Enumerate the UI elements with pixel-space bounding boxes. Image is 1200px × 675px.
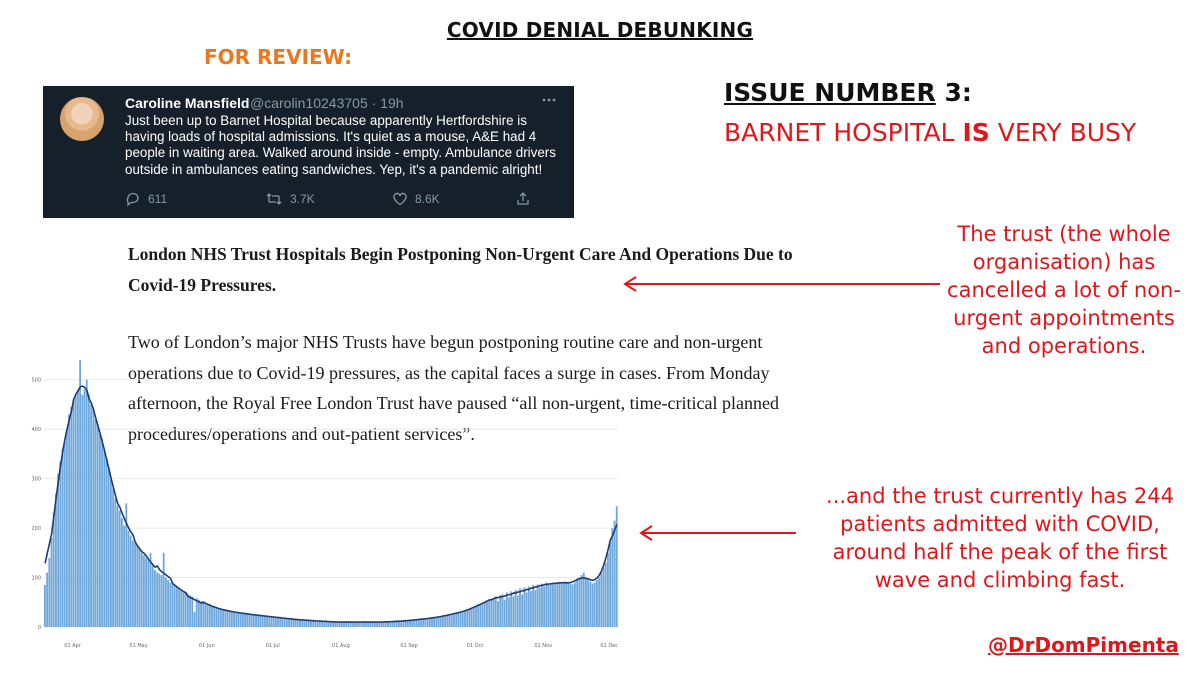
chart-bar bbox=[453, 614, 455, 627]
chart-bar bbox=[596, 580, 598, 627]
chart-bar bbox=[561, 582, 563, 627]
chart-bar bbox=[51, 538, 53, 627]
chart-bar bbox=[319, 621, 321, 627]
chart-bar bbox=[196, 598, 198, 627]
chart-bar bbox=[301, 620, 303, 627]
chart-bar bbox=[515, 590, 517, 627]
chart-bar bbox=[508, 597, 510, 627]
x-tick-label: 01 Jul bbox=[265, 643, 280, 649]
chart-bar bbox=[68, 414, 70, 627]
chart-bar bbox=[609, 543, 611, 627]
chart-bar bbox=[490, 599, 492, 627]
chart-bar bbox=[440, 617, 442, 627]
chart-bar bbox=[583, 573, 585, 627]
chart-bar bbox=[457, 613, 459, 627]
chart-bar bbox=[334, 622, 336, 627]
chart-bar bbox=[262, 616, 264, 627]
chart-bar bbox=[88, 395, 90, 627]
chart-bar bbox=[517, 595, 519, 627]
chart-bar bbox=[600, 573, 602, 627]
x-tick-label: 01 Oct bbox=[466, 643, 484, 649]
x-tick-label: 01 Dec bbox=[600, 643, 619, 649]
chart-bar bbox=[383, 622, 385, 627]
chart-bar bbox=[394, 622, 396, 627]
issue-number: 3: bbox=[935, 78, 972, 107]
chart-bar bbox=[86, 380, 88, 627]
chart-bar bbox=[132, 540, 134, 627]
avatar bbox=[60, 97, 104, 141]
chart-bar bbox=[464, 611, 466, 627]
chart-bar bbox=[530, 591, 532, 627]
chart-bar bbox=[308, 621, 310, 627]
chart-bar bbox=[435, 617, 437, 627]
chart-bar bbox=[92, 409, 94, 627]
tweet-text: Just been up to Barnet Hospital because apparently Hertfordshire is having loads of hospital admissions. It's quiet as a mouse, A&E had 4 people in waiting area. Walked around inside - empty. Ambulance drivers outside in ambulances eating sandwiches. Yep, it's a pandemic alright! bbox=[125, 113, 556, 177]
reply-action bbox=[125, 191, 167, 207]
chart-bar bbox=[466, 610, 468, 627]
chart-bar bbox=[385, 622, 387, 627]
chart-bar bbox=[46, 573, 48, 627]
chart-bar bbox=[207, 604, 209, 627]
chart-bar bbox=[279, 618, 281, 627]
chart-bar bbox=[128, 531, 130, 627]
chart-bar bbox=[242, 613, 244, 627]
chart-bar bbox=[493, 598, 495, 627]
like-action bbox=[392, 191, 440, 207]
chart-bar bbox=[418, 620, 420, 627]
chart-bar bbox=[147, 560, 149, 627]
chart-bar bbox=[84, 390, 86, 627]
chart-bar bbox=[532, 585, 534, 627]
chart-bar bbox=[264, 616, 266, 627]
chart-bar bbox=[567, 582, 569, 627]
x-tick-label: 01 Aug bbox=[332, 643, 350, 649]
chart-bar bbox=[172, 583, 174, 627]
chart-bar bbox=[559, 583, 561, 627]
chart-bar bbox=[592, 583, 594, 627]
chart-bar bbox=[556, 582, 558, 627]
chart-bar bbox=[235, 612, 237, 627]
chart-bar bbox=[55, 493, 57, 627]
chart-bar bbox=[468, 609, 470, 627]
chart-bar bbox=[572, 584, 574, 627]
chart-bar bbox=[299, 620, 301, 627]
chart-bar bbox=[326, 622, 328, 627]
chart-bar bbox=[156, 573, 158, 627]
reply-icon bbox=[125, 191, 141, 207]
chart-y-ticks bbox=[31, 378, 41, 631]
chart-bar bbox=[526, 592, 528, 627]
chart-bar bbox=[141, 553, 143, 627]
issue-heading bbox=[724, 78, 972, 107]
chart-bar bbox=[73, 400, 75, 627]
chart-bar bbox=[429, 618, 431, 627]
chart-bar bbox=[200, 601, 202, 627]
slide-title: COVID DENIAL DEBUNKING bbox=[446, 18, 754, 42]
chart-bar bbox=[229, 611, 231, 627]
chart-bar bbox=[198, 600, 200, 627]
chart-bar bbox=[97, 424, 99, 627]
chart-bar bbox=[413, 620, 415, 627]
chart-bar bbox=[534, 590, 536, 627]
chart-bar bbox=[110, 479, 112, 627]
retweet-action bbox=[265, 191, 315, 207]
chart-bar bbox=[205, 603, 207, 627]
chart-bar bbox=[396, 622, 398, 627]
chart-bar bbox=[213, 607, 215, 627]
chart-bar bbox=[420, 619, 422, 627]
chart-bar bbox=[123, 526, 125, 627]
chart-bar bbox=[416, 620, 418, 627]
chart-bar bbox=[240, 613, 242, 627]
chart-bar bbox=[57, 474, 59, 627]
chart-bar bbox=[295, 620, 297, 627]
chart-bar bbox=[286, 619, 288, 627]
chart-bar bbox=[53, 513, 55, 627]
chart-bar bbox=[482, 603, 484, 627]
chart-bar bbox=[163, 553, 165, 627]
chart-bar bbox=[574, 582, 576, 627]
chart-bar bbox=[473, 607, 475, 627]
chart-bar bbox=[400, 621, 402, 627]
y-tick-label: 300 bbox=[31, 476, 41, 483]
chart-bar bbox=[284, 618, 286, 627]
article-body: Two of London’s major NHS Trusts have begun postponing routine care and non-urgent operations due to Covid-19 pressures, as the capital faces a surge in cases. From Monday afternoon, the Royal Free London Trust have paused “all non-urgent, time-critical planned procedures/operations and out-patient services”. bbox=[128, 332, 779, 444]
chart-bar bbox=[176, 587, 178, 627]
chart-bar bbox=[154, 570, 156, 627]
chart-bar bbox=[471, 608, 473, 627]
chart-bar bbox=[578, 578, 580, 627]
chart-bar bbox=[411, 620, 413, 627]
chart-bar bbox=[427, 619, 429, 627]
chart-bar bbox=[506, 592, 508, 627]
patients-annotation: ...and the trust currently has 244 patients admitted with COVID, around half the peak of the first wave and climbing fast. bbox=[826, 484, 1174, 592]
chart-bar bbox=[499, 595, 501, 627]
chart-bar bbox=[273, 617, 275, 627]
chart-bar bbox=[152, 565, 154, 627]
chart-bar bbox=[178, 588, 180, 627]
chart-bar bbox=[174, 585, 176, 627]
chart-bar bbox=[117, 506, 119, 627]
chart-x-ticks bbox=[64, 643, 618, 649]
chart-bar bbox=[211, 606, 213, 627]
chart-bar bbox=[64, 442, 66, 627]
chart-bar bbox=[257, 615, 259, 627]
chart-bar bbox=[603, 568, 605, 627]
issue-statement bbox=[724, 118, 1136, 147]
chart-bar bbox=[169, 582, 171, 627]
chart-bar bbox=[589, 582, 591, 627]
article-headline: London NHS Trust Hospitals Begin Postponing Non-Urgent Care And Operations Due to Covid-19 Pressures. bbox=[128, 244, 793, 295]
chart-bar bbox=[442, 616, 444, 627]
chart-bar bbox=[134, 543, 136, 627]
chart-bar bbox=[317, 621, 319, 627]
chart-bar bbox=[209, 605, 211, 627]
chart-bar bbox=[106, 459, 108, 627]
y-tick-label: 0 bbox=[37, 625, 41, 631]
chart-bar bbox=[266, 616, 268, 627]
chart-bar bbox=[290, 619, 292, 627]
tweet-author-name: Caroline Mansfield bbox=[125, 95, 250, 111]
tweet-actions bbox=[125, 191, 545, 209]
chart-bar bbox=[246, 614, 248, 627]
like-count: 8.6K bbox=[415, 192, 440, 206]
chart-bar bbox=[433, 618, 435, 627]
chart-bar bbox=[565, 582, 567, 627]
chart-bar bbox=[231, 612, 233, 627]
x-tick-label: 01 May bbox=[129, 643, 148, 649]
chart-bar bbox=[581, 575, 583, 627]
chart-bar bbox=[251, 615, 253, 627]
chart-bar bbox=[275, 617, 277, 627]
chart-bar bbox=[424, 619, 426, 627]
chart-bar bbox=[185, 593, 187, 627]
chart-bar bbox=[297, 620, 299, 627]
chart-bar bbox=[189, 595, 191, 627]
chart-bar bbox=[501, 594, 503, 627]
chart-bar bbox=[244, 614, 246, 627]
chart-bar bbox=[409, 621, 411, 627]
chart-bar bbox=[81, 395, 83, 627]
chart-bar bbox=[563, 582, 565, 627]
chart-bar bbox=[523, 587, 525, 627]
x-tick-label: 01 Sep bbox=[400, 643, 418, 649]
chart-bar bbox=[552, 582, 554, 627]
chart-bar bbox=[438, 617, 440, 627]
chart-bar bbox=[119, 511, 121, 627]
chart-bar bbox=[253, 615, 255, 627]
chart-bar bbox=[521, 594, 523, 627]
arrow-to-chart bbox=[638, 523, 798, 547]
for-review-label: FOR REVIEW: bbox=[204, 45, 353, 69]
chart-bar bbox=[150, 553, 152, 627]
chart-bar bbox=[95, 419, 97, 627]
y-tick-label: 200 bbox=[31, 526, 41, 533]
chart-bar bbox=[304, 620, 306, 627]
issue-statement-pre: BARNET HOSPITAL bbox=[724, 118, 963, 147]
chart-bar bbox=[512, 596, 514, 627]
chart-bar bbox=[136, 545, 138, 627]
chart-bar bbox=[233, 612, 235, 627]
chart-bar bbox=[455, 613, 457, 627]
retweet-icon bbox=[265, 191, 283, 207]
chart-bar bbox=[216, 608, 218, 627]
chart-bar bbox=[587, 580, 589, 627]
chart-bar bbox=[130, 536, 132, 627]
chart-bar bbox=[62, 449, 64, 627]
admissions-chart bbox=[30, 350, 630, 655]
chart-bar bbox=[180, 590, 182, 627]
chart-bar bbox=[139, 548, 141, 627]
chart-bar bbox=[477, 605, 479, 627]
chart-bar bbox=[268, 617, 270, 627]
y-tick-label: 400 bbox=[31, 427, 41, 434]
issue-statement-emphasis: IS bbox=[962, 118, 990, 147]
chart-bar bbox=[585, 579, 587, 627]
chart-bar bbox=[44, 585, 46, 627]
tweet-author-handle: @carolin10243705 · 19h bbox=[250, 95, 404, 111]
chart-bar bbox=[460, 612, 462, 627]
chart-bar bbox=[495, 596, 497, 627]
chart-bar bbox=[143, 555, 145, 627]
chart-bar bbox=[541, 583, 543, 627]
chart-bar bbox=[462, 612, 464, 627]
trust-annotation: The trust (the whole organisation) has cancelled a lot of non-urgent appointments and operations. bbox=[947, 222, 1181, 358]
chart-bar bbox=[598, 578, 600, 627]
chart-bar bbox=[594, 582, 596, 627]
issue-label: ISSUE NUMBER bbox=[724, 78, 936, 107]
issue-statement-post: VERY BUSY bbox=[989, 118, 1137, 147]
chart-bar bbox=[484, 602, 486, 627]
chart-bar bbox=[479, 604, 481, 627]
chart-bar bbox=[70, 407, 72, 627]
chart-bar bbox=[101, 439, 103, 627]
chart-bar bbox=[336, 622, 338, 627]
chart-bar bbox=[449, 615, 451, 627]
y-tick-label: 100 bbox=[31, 575, 41, 582]
chart-bar bbox=[545, 582, 547, 627]
chart-bar bbox=[183, 592, 185, 627]
chart-bar bbox=[75, 395, 77, 627]
chart-bar bbox=[510, 591, 512, 627]
more-icon bbox=[541, 92, 557, 108]
chart-bar bbox=[99, 434, 101, 627]
chart-bar bbox=[431, 618, 433, 627]
chart-bar bbox=[194, 612, 196, 627]
chart-bar bbox=[161, 575, 163, 627]
chart-bars bbox=[44, 360, 618, 627]
chart-bar bbox=[570, 583, 572, 627]
chart-bar bbox=[488, 600, 490, 627]
chart-bar bbox=[249, 614, 251, 627]
chart-bar bbox=[165, 578, 167, 627]
chart-bar bbox=[605, 563, 607, 627]
chart-bar bbox=[407, 621, 409, 627]
chart-bar bbox=[306, 620, 308, 627]
chart-bar bbox=[218, 609, 220, 627]
chart-bar bbox=[227, 611, 229, 627]
chart-bar bbox=[576, 580, 578, 627]
tweet-card bbox=[43, 86, 574, 218]
share-icon bbox=[515, 191, 531, 207]
chart-bar bbox=[504, 600, 506, 627]
chart-bar bbox=[103, 449, 105, 627]
chart-bar bbox=[519, 588, 521, 627]
chart-bar bbox=[537, 584, 539, 627]
x-tick-label: 01 Nov bbox=[534, 643, 553, 649]
chart-bar bbox=[187, 594, 189, 627]
chart-bar bbox=[114, 498, 116, 627]
chart-bar bbox=[614, 521, 616, 627]
chart-bar bbox=[422, 619, 424, 627]
chart-bar bbox=[282, 618, 284, 627]
chart-bar bbox=[222, 610, 224, 627]
x-tick-label: 01 Jun bbox=[198, 643, 215, 649]
y-tick-label: 500 bbox=[31, 377, 41, 384]
like-icon bbox=[392, 191, 408, 207]
reply-count: 611 bbox=[148, 192, 168, 206]
chart-bar bbox=[59, 461, 61, 627]
chart-bar bbox=[158, 574, 160, 627]
chart-bar bbox=[451, 614, 453, 627]
chart-bar bbox=[220, 609, 222, 627]
retweet-count: 3.7K bbox=[290, 192, 315, 206]
arrow-to-article bbox=[622, 274, 942, 298]
chart-bar bbox=[66, 429, 68, 627]
chart-bar bbox=[288, 619, 290, 627]
share-action bbox=[515, 191, 531, 207]
chart-bar bbox=[497, 601, 499, 627]
chart-bar bbox=[48, 558, 50, 627]
chart-bar bbox=[323, 622, 325, 627]
chart-bar bbox=[528, 586, 530, 627]
chart-bar bbox=[611, 528, 613, 627]
chart-bar bbox=[446, 615, 448, 627]
chart-bar bbox=[238, 613, 240, 627]
chart-bar bbox=[108, 469, 110, 627]
chart-bar bbox=[255, 615, 257, 627]
chart-bar bbox=[315, 621, 317, 627]
chart-bar bbox=[550, 583, 552, 627]
chart-bar bbox=[121, 518, 123, 627]
chart-bar bbox=[277, 618, 279, 627]
chart-bar bbox=[293, 619, 295, 627]
chart-bar bbox=[167, 580, 169, 627]
x-tick-label: 01 Apr bbox=[64, 643, 81, 649]
chart-bar bbox=[475, 606, 477, 627]
chart-bar bbox=[77, 390, 79, 627]
chart-bar bbox=[444, 616, 446, 627]
chart-bar bbox=[607, 553, 609, 627]
chart-bar bbox=[402, 621, 404, 627]
chart-bar bbox=[260, 616, 262, 627]
chart-bar bbox=[543, 586, 545, 627]
chart-bar bbox=[191, 596, 193, 627]
chart-bar bbox=[90, 404, 92, 627]
chart-bar bbox=[554, 584, 556, 627]
chart-bar bbox=[202, 602, 204, 627]
chart-bar bbox=[112, 489, 114, 627]
author-credit: @DrDomPimenta bbox=[988, 633, 1179, 657]
chart-bar bbox=[145, 558, 147, 627]
chart-bar bbox=[271, 617, 273, 627]
chart-bar bbox=[548, 585, 550, 627]
chart-bar bbox=[539, 587, 541, 627]
chart-bar bbox=[310, 621, 312, 627]
chart-bar bbox=[486, 601, 488, 627]
chart-bar bbox=[79, 360, 81, 627]
chart-bar bbox=[224, 610, 226, 627]
